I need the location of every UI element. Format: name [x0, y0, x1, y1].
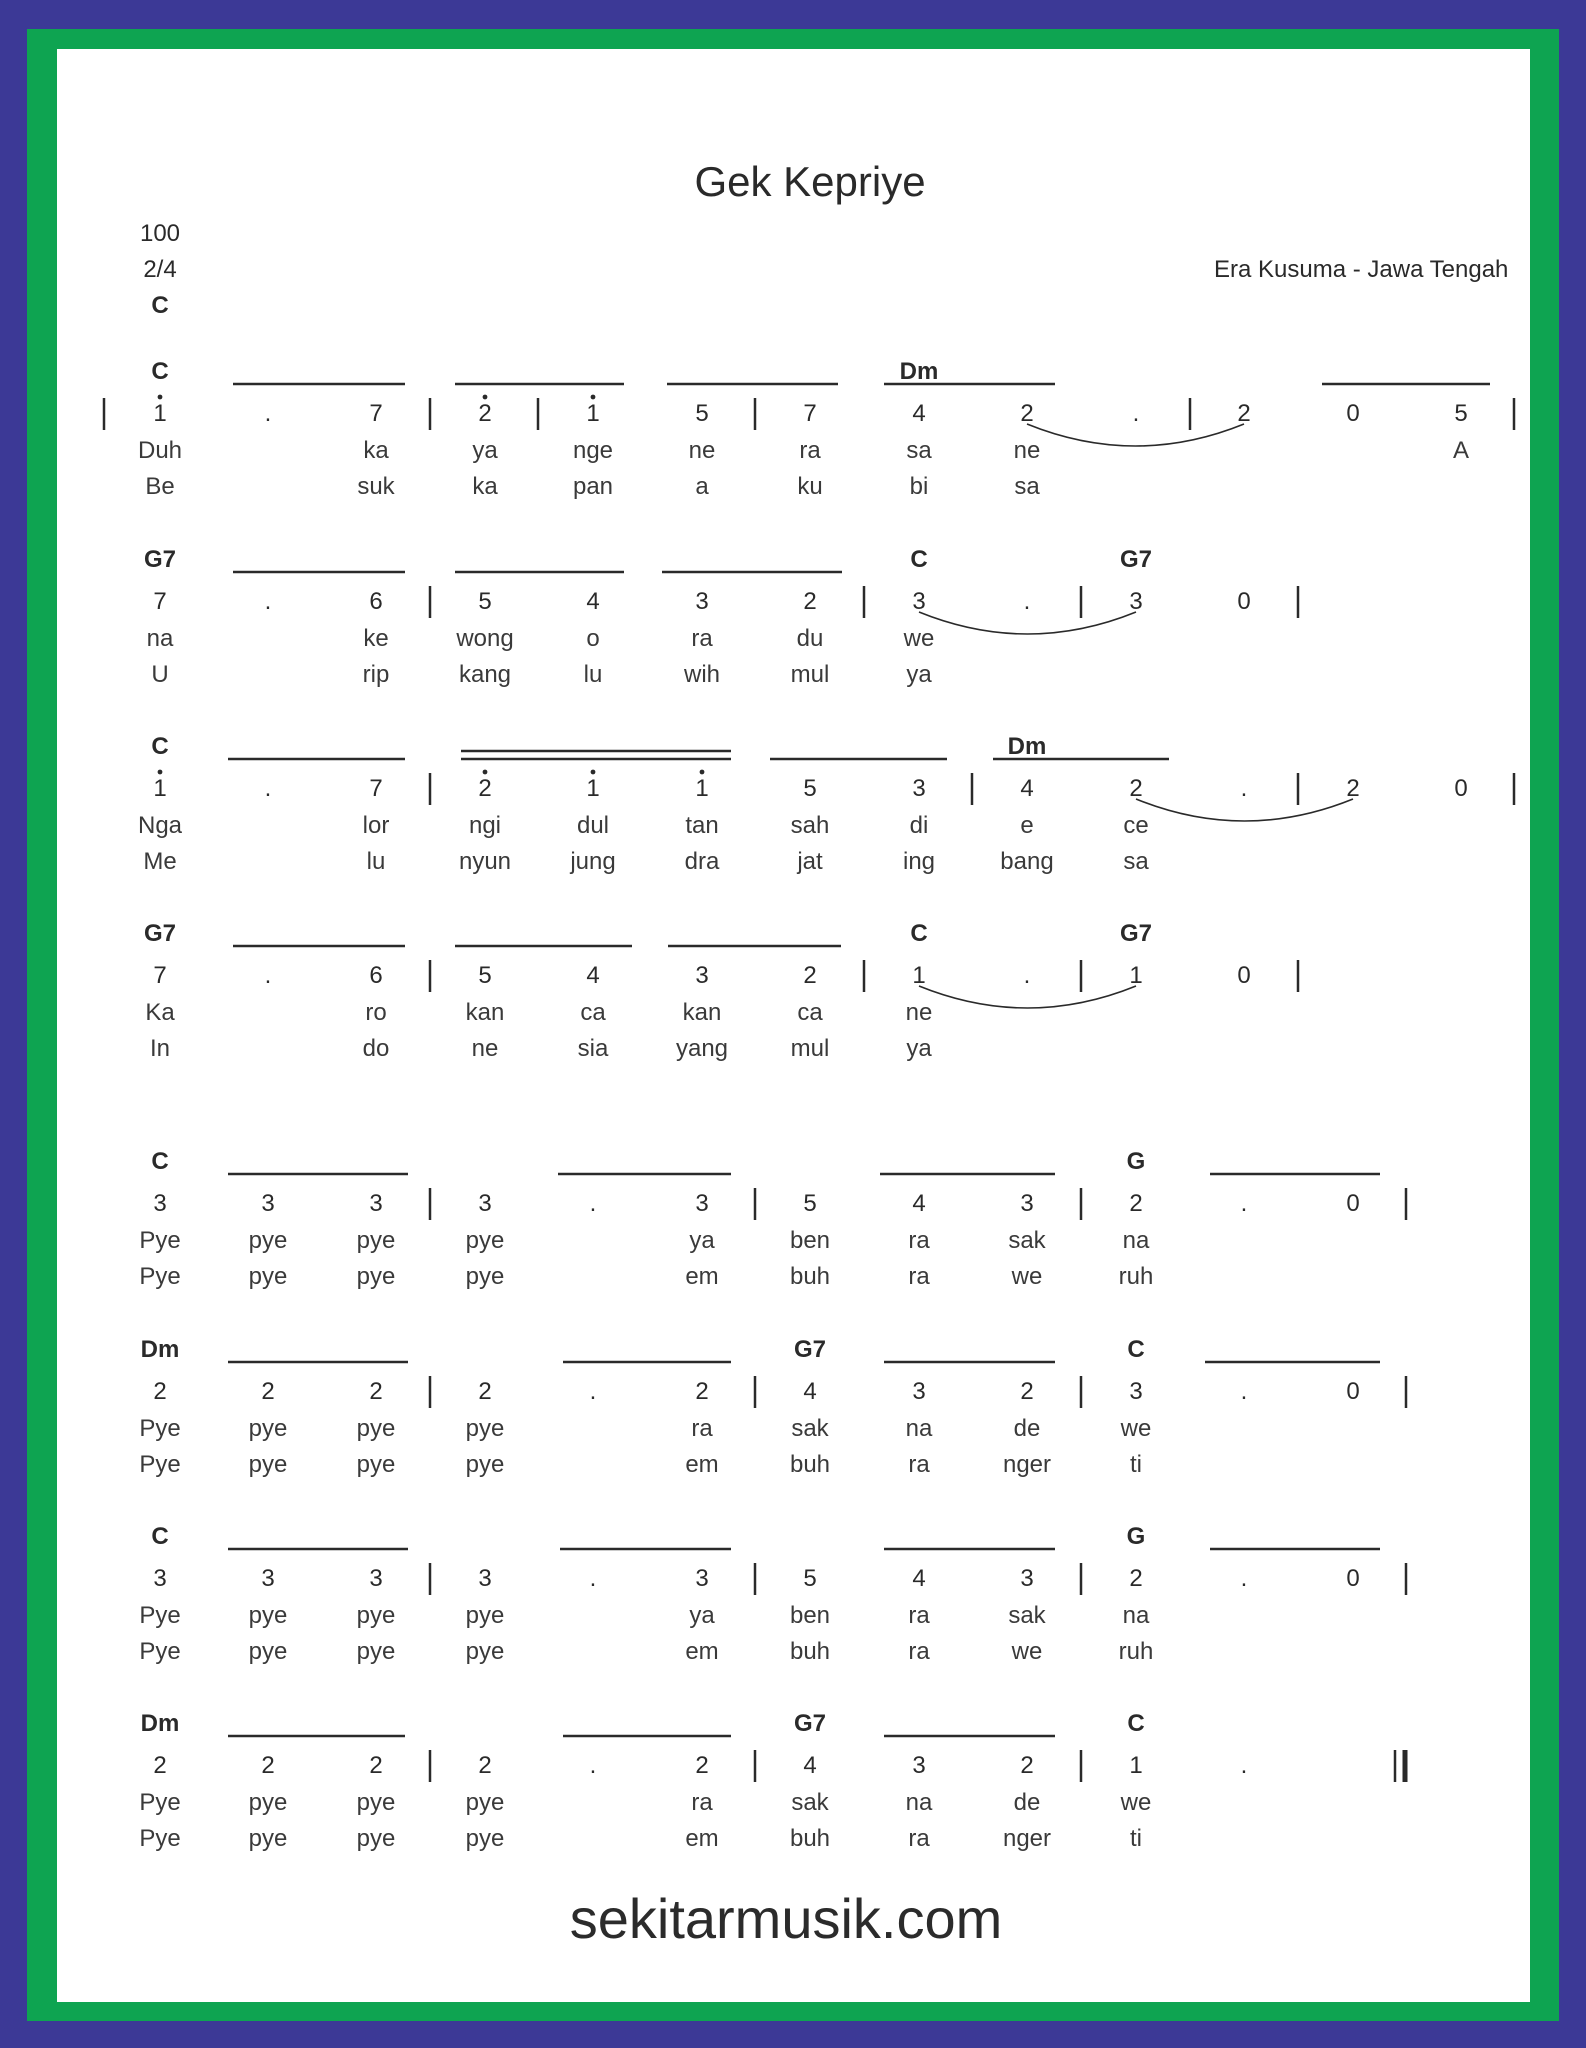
note-number: 2 — [261, 1378, 275, 1405]
lyric-syllable: nge — [572, 437, 614, 464]
sustain-dot: . — [264, 400, 272, 427]
lyric-syllable: du — [796, 625, 824, 652]
sustain-dot: . — [264, 775, 272, 802]
chord-symbol: Dm — [140, 1336, 180, 1363]
sustain-dot: . — [1240, 775, 1248, 802]
note-number: 7 — [803, 400, 817, 427]
lyric-syllable: Be — [145, 473, 175, 500]
note-number: 3 — [1129, 1378, 1143, 1405]
lyric-syllable: suk — [357, 473, 395, 500]
lyric-syllable: Ka — [145, 999, 175, 1026]
note-number: 3 — [695, 962, 709, 989]
note-number: 2 — [261, 1752, 275, 1779]
lyric-syllable: sak — [1008, 1227, 1046, 1254]
lyric-syllable: ca — [580, 999, 606, 1026]
note-number: 4 — [586, 588, 600, 615]
lyric-syllable: sak — [791, 1789, 829, 1816]
lyric-syllable: pye — [248, 1451, 288, 1478]
chord-symbol: C — [910, 920, 928, 947]
lyric-syllable: Pye — [139, 1789, 181, 1816]
lyric-syllable: Pye — [139, 1227, 181, 1254]
lyric-syllable: pye — [356, 1451, 396, 1478]
lyric-syllable: we — [1120, 1789, 1152, 1816]
chord-symbol: G7 — [793, 1336, 827, 1363]
lyric-syllable: ne — [471, 1035, 499, 1062]
lyric-syllable: ka — [363, 437, 389, 464]
lyric-syllable: wih — [683, 661, 721, 688]
note-number: 7 — [369, 775, 383, 802]
lyric-syllable: pye — [356, 1263, 396, 1290]
note-number: 5 — [478, 962, 492, 989]
sustain-dot: . — [264, 588, 272, 615]
lyric-syllable: ya — [472, 437, 498, 464]
lyric-syllable: bang — [1000, 848, 1054, 875]
lyric-syllable: bi — [909, 473, 929, 500]
lyric-syllable: pye — [248, 1263, 288, 1290]
lyric-syllable: ya — [689, 1227, 715, 1254]
note-number: 3 — [153, 1190, 167, 1217]
lyric-syllable: pye — [465, 1415, 505, 1442]
note-number: 4 — [912, 1190, 926, 1217]
sustain-dot: . — [589, 1190, 597, 1217]
tie-arc — [1136, 799, 1353, 821]
lyric-syllable: lu — [583, 661, 603, 688]
lyric-syllable: pye — [356, 1638, 396, 1665]
lyric-syllable: pye — [248, 1227, 288, 1254]
note-number: 3 — [912, 588, 926, 615]
note-number: 3 — [153, 1565, 167, 1592]
lyric-syllable: ra — [908, 1263, 930, 1290]
lyric-syllable: Pye — [139, 1602, 181, 1629]
octave-dot — [591, 395, 596, 400]
note-number: 2 — [695, 1378, 709, 1405]
note-number: 2 — [1020, 400, 1034, 427]
note-number: 0 — [1346, 1378, 1360, 1405]
note-number: 5 — [1454, 400, 1468, 427]
note-number: 0 — [1346, 400, 1360, 427]
note-number: 5 — [695, 400, 709, 427]
octave-dot — [483, 395, 488, 400]
note-number: 3 — [478, 1190, 492, 1217]
note-number: 6 — [369, 588, 383, 615]
note-number: 2 — [1346, 775, 1360, 802]
song-title: Gek Kepriye — [694, 158, 926, 205]
chord-symbol: Dm — [1007, 733, 1047, 760]
chord-symbol: C — [910, 546, 928, 573]
lyric-syllable: we — [1011, 1638, 1043, 1665]
website-watermark: sekitarmusik.com — [569, 1887, 1003, 1950]
note-number: 2 — [478, 400, 492, 427]
note-number: 1 — [586, 400, 600, 427]
sustain-dot: . — [1132, 400, 1140, 427]
lyric-syllable: nyun — [458, 848, 512, 875]
lyric-syllable: ra — [908, 1825, 930, 1852]
lyric-syllable: na — [905, 1415, 933, 1442]
lyric-syllable: pye — [465, 1451, 505, 1478]
lyric-syllable: ra — [691, 625, 713, 652]
lyric-syllable: yang — [675, 1035, 729, 1062]
note-number: 2 — [153, 1752, 167, 1779]
lyric-syllable: A — [1452, 437, 1470, 464]
lyric-syllable: ngi — [468, 812, 502, 839]
lyric-syllable: ro — [365, 999, 387, 1026]
lyric-syllable: buh — [789, 1451, 831, 1478]
lyric-syllable: pye — [356, 1227, 396, 1254]
lyric-syllable: ke — [363, 625, 389, 652]
lyric-syllable: ya — [906, 661, 932, 688]
note-number: 3 — [1129, 588, 1143, 615]
note-number: 2 — [803, 588, 817, 615]
note-number: 2 — [803, 962, 817, 989]
lyric-syllable: nger — [1002, 1451, 1052, 1478]
lyric-syllable: buh — [789, 1263, 831, 1290]
note-number: 0 — [1237, 962, 1251, 989]
lyric-syllable: ben — [789, 1227, 831, 1254]
note-number: 2 — [369, 1378, 383, 1405]
lyric-syllable: ben — [789, 1602, 831, 1629]
composer-credit: Era Kusuma - Jawa Tengah — [1214, 256, 1509, 283]
lyric-syllable: em — [685, 1825, 719, 1852]
tie-arc — [1027, 424, 1244, 446]
note-number: 4 — [912, 1565, 926, 1592]
note-number: 7 — [153, 588, 167, 615]
lyric-syllable: ruh — [1118, 1263, 1154, 1290]
lyric-syllable: Pye — [139, 1638, 181, 1665]
lyric-syllable: na — [1122, 1227, 1150, 1254]
lyric-syllable: kan — [682, 999, 722, 1026]
lyric-syllable: ra — [908, 1451, 930, 1478]
note-number: 1 — [1129, 1752, 1143, 1779]
chord-symbol: G7 — [793, 1710, 827, 1737]
sustain-dot: . — [264, 962, 272, 989]
octave-dot — [700, 770, 705, 775]
lyric-syllable: sa — [1014, 473, 1040, 500]
chord-symbol: G — [1126, 1523, 1146, 1550]
note-number: 0 — [1454, 775, 1468, 802]
sustain-dot: . — [1240, 1565, 1248, 1592]
tempo: 100 — [139, 220, 181, 247]
lyric-syllable: rip — [362, 661, 390, 688]
note-number: 2 — [478, 1752, 492, 1779]
lyric-syllable: Me — [143, 848, 177, 875]
chord-symbol: G7 — [143, 546, 177, 573]
lyric-syllable: nger — [1002, 1825, 1052, 1852]
lyric-syllable: Pye — [139, 1451, 181, 1478]
chord-symbol: Dm — [899, 358, 939, 385]
note-number: 1 — [695, 775, 709, 802]
note-number: 3 — [695, 1565, 709, 1592]
note-number: 3 — [369, 1565, 383, 1592]
chord-symbol: C — [151, 1148, 169, 1175]
lyric-syllable: kang — [458, 661, 512, 688]
note-number: 3 — [478, 1565, 492, 1592]
lyric-syllable: pye — [248, 1602, 288, 1629]
sustain-dot: . — [589, 1752, 597, 1779]
note-number: 2 — [478, 775, 492, 802]
note-number: 7 — [369, 400, 383, 427]
chord-symbol: C — [1127, 1336, 1145, 1363]
lyric-syllable: ra — [691, 1789, 713, 1816]
lyric-syllable: pye — [465, 1602, 505, 1629]
note-number: 1 — [1129, 962, 1143, 989]
octave-dot — [591, 770, 596, 775]
note-number: 2 — [1237, 400, 1251, 427]
octave-dot — [158, 770, 163, 775]
lyric-syllable: we — [1120, 1415, 1152, 1442]
note-number: 2 — [369, 1752, 383, 1779]
note-number: 3 — [1020, 1565, 1034, 1592]
lyric-syllable: ne — [1013, 437, 1041, 464]
sustain-dot: . — [1023, 962, 1031, 989]
lyric-syllable: ce — [1123, 812, 1149, 839]
lyric-syllable: ti — [1130, 1451, 1142, 1478]
note-number: 2 — [153, 1378, 167, 1405]
note-number: 2 — [478, 1378, 492, 1405]
lyric-syllable: ya — [689, 1602, 715, 1629]
note-number: 3 — [261, 1190, 275, 1217]
chord-symbol: C — [151, 358, 169, 385]
chord-symbol: G7 — [1119, 546, 1153, 573]
lyric-syllable: ne — [905, 999, 933, 1026]
key-signature: C — [151, 292, 169, 319]
note-number: 5 — [478, 588, 492, 615]
lyric-syllable: ra — [691, 1415, 713, 1442]
lyric-syllable: pye — [465, 1638, 505, 1665]
lyric-syllable: we — [1011, 1263, 1043, 1290]
lyric-syllable: tan — [685, 812, 719, 839]
lyric-syllable: dra — [684, 848, 720, 875]
lyric-syllable: em — [685, 1451, 719, 1478]
lyric-syllable: dul — [576, 812, 610, 839]
lyric-syllable: em — [685, 1263, 719, 1290]
octave-dot — [483, 770, 488, 775]
music-sheet — [57, 49, 1530, 2002]
lyric-syllable: ne — [688, 437, 716, 464]
tie-arc — [919, 612, 1136, 634]
lyric-syllable: wong — [456, 625, 514, 652]
note-number: 3 — [695, 1190, 709, 1217]
note-number: 2 — [1129, 1565, 1143, 1592]
lyric-syllable: Duh — [137, 437, 183, 464]
note-number: 1 — [153, 400, 167, 427]
note-number: 2 — [1129, 1190, 1143, 1217]
lyric-syllable: o — [586, 625, 600, 652]
lyric-syllable: pye — [248, 1638, 288, 1665]
note-number: 3 — [1020, 1190, 1034, 1217]
sustain-dot: . — [1023, 588, 1031, 615]
note-number: 4 — [912, 400, 926, 427]
note-number: 0 — [1237, 588, 1251, 615]
note-number: 3 — [912, 1752, 926, 1779]
note-number: 3 — [912, 1378, 926, 1405]
lyric-syllable: pye — [248, 1415, 288, 1442]
note-number: 4 — [803, 1378, 817, 1405]
lyric-syllable: ra — [799, 437, 821, 464]
lyric-syllable: pye — [465, 1789, 505, 1816]
note-number: 1 — [912, 962, 926, 989]
lyric-syllable: Pye — [139, 1263, 181, 1290]
lyric-syllable: ra — [908, 1227, 930, 1254]
note-number: 2 — [695, 1752, 709, 1779]
lyric-syllable: na — [146, 625, 174, 652]
note-number: 5 — [803, 1565, 817, 1592]
lyric-syllable: mul — [790, 1035, 830, 1062]
lyric-syllable: Pye — [139, 1415, 181, 1442]
sustain-dot: . — [1240, 1190, 1248, 1217]
lyric-syllable: kan — [465, 999, 505, 1026]
chord-symbol: C — [151, 1523, 169, 1550]
lyric-syllable: ti — [1130, 1825, 1142, 1852]
note-number: 3 — [695, 588, 709, 615]
chord-symbol: G — [1126, 1148, 1146, 1175]
lyric-syllable: sia — [577, 1035, 609, 1062]
note-number: 1 — [153, 775, 167, 802]
time-signature: 2/4 — [143, 256, 177, 283]
lyric-syllable: pye — [465, 1263, 505, 1290]
lyric-syllable: ca — [797, 999, 823, 1026]
note-number: 4 — [803, 1752, 817, 1779]
lyric-syllable: pye — [465, 1825, 505, 1852]
lyric-syllable: ku — [797, 473, 823, 500]
lyric-syllable: Nga — [137, 812, 183, 839]
sustain-dot: . — [589, 1378, 597, 1405]
lyric-syllable: sa — [906, 437, 932, 464]
note-number: 3 — [912, 775, 926, 802]
note-number: 4 — [586, 962, 600, 989]
chord-symbol: G7 — [1119, 920, 1153, 947]
lyric-syllable: na — [1122, 1602, 1150, 1629]
lyric-syllable: lor — [362, 812, 390, 839]
lyric-syllable: di — [909, 812, 929, 839]
lyric-syllable: ya — [906, 1035, 932, 1062]
chord-symbol: C — [1127, 1710, 1145, 1737]
note-number: 3 — [261, 1565, 275, 1592]
lyric-syllable: ing — [902, 848, 936, 875]
lyric-syllable: ka — [472, 473, 498, 500]
lyric-syllable: e — [1020, 812, 1034, 839]
lyric-syllable: In — [149, 1035, 171, 1062]
sheet-paper — [57, 49, 1530, 2002]
sustain-dot: . — [1240, 1378, 1248, 1405]
lyric-syllable: pan — [572, 473, 614, 500]
note-number: 0 — [1346, 1190, 1360, 1217]
lyric-syllable: pye — [465, 1227, 505, 1254]
sustain-dot: . — [1240, 1752, 1248, 1779]
note-number: 5 — [803, 775, 817, 802]
note-number: 0 — [1346, 1565, 1360, 1592]
lyric-syllable: jung — [570, 848, 616, 875]
chord-symbol: C — [151, 733, 169, 760]
lyric-syllable: de — [1013, 1789, 1041, 1816]
chord-symbol: Dm — [140, 1710, 180, 1737]
lyric-syllable: buh — [789, 1825, 831, 1852]
note-number: 3 — [369, 1190, 383, 1217]
lyric-syllable: em — [685, 1638, 719, 1665]
lyric-syllable: Pye — [139, 1825, 181, 1852]
notation-lines — [57, 49, 1530, 2002]
lyric-syllable: de — [1013, 1415, 1041, 1442]
chord-symbol: G7 — [143, 920, 177, 947]
lyric-syllable: pye — [356, 1825, 396, 1852]
sustain-dot: . — [589, 1565, 597, 1592]
lyric-syllable: jat — [797, 848, 823, 875]
note-number: 1 — [586, 775, 600, 802]
tie-arc — [919, 986, 1136, 1008]
note-number: 7 — [153, 962, 167, 989]
note-number: 2 — [1020, 1378, 1034, 1405]
lyric-syllable: do — [362, 1035, 390, 1062]
lyric-syllable: ruh — [1118, 1638, 1154, 1665]
lyric-syllable: we — [903, 625, 935, 652]
note-number: 5 — [803, 1190, 817, 1217]
lyric-syllable: mul — [790, 661, 830, 688]
note-number: 4 — [1020, 775, 1034, 802]
note-number: 2 — [1020, 1752, 1034, 1779]
lyric-syllable: pye — [248, 1825, 288, 1852]
lyric-syllable: pye — [356, 1789, 396, 1816]
note-number: 2 — [1129, 775, 1143, 802]
lyric-syllable: pye — [248, 1789, 288, 1816]
lyric-syllable: U — [151, 661, 169, 688]
lyric-syllable: sah — [790, 812, 830, 839]
lyric-syllable: ra — [908, 1638, 930, 1665]
lyric-syllable: sa — [1123, 848, 1149, 875]
lyric-syllable: buh — [789, 1638, 831, 1665]
octave-dot — [158, 395, 163, 400]
lyric-syllable: sak — [1008, 1602, 1046, 1629]
lyric-syllable: a — [695, 473, 709, 500]
note-number: 6 — [369, 962, 383, 989]
lyric-syllable: na — [905, 1789, 933, 1816]
lyric-syllable: pye — [356, 1602, 396, 1629]
lyric-syllable: lu — [366, 848, 386, 875]
lyric-syllable: sak — [791, 1415, 829, 1442]
lyric-syllable: ra — [908, 1602, 930, 1629]
lyric-syllable: pye — [356, 1415, 396, 1442]
